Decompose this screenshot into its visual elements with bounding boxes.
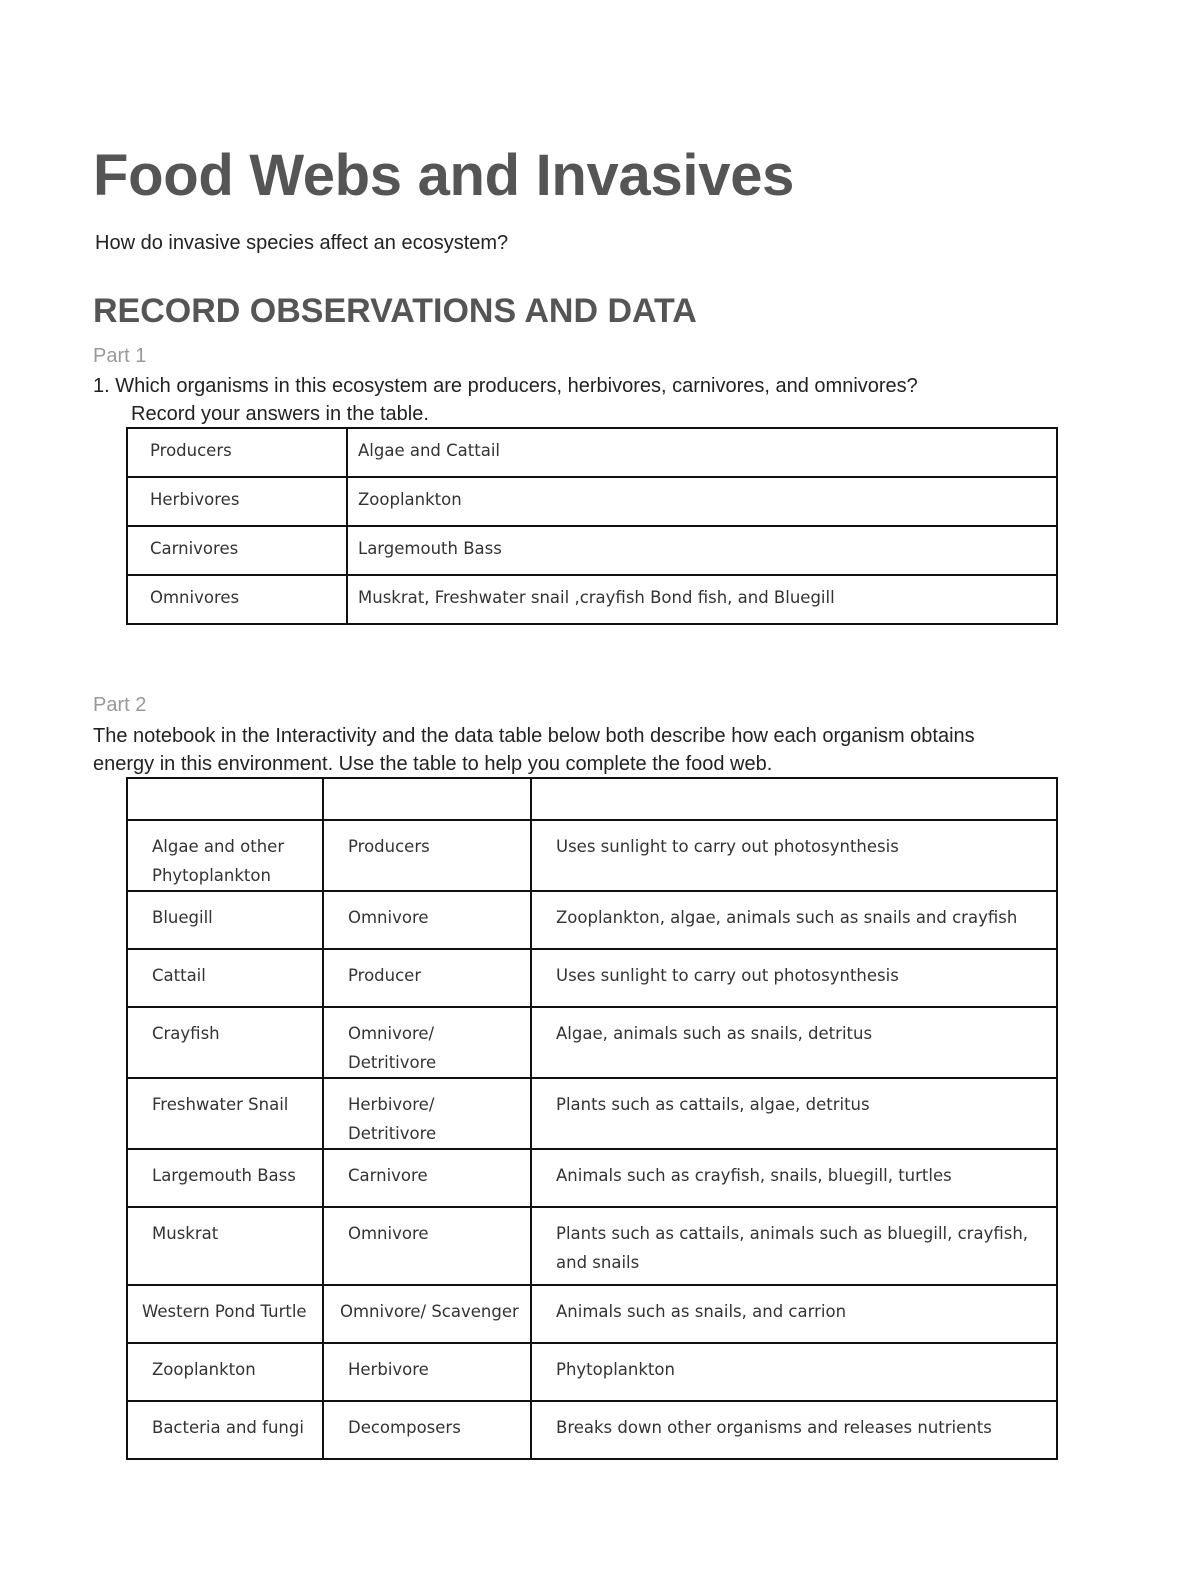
category-text: Omnivores [150,588,240,607]
role-cell [323,1343,531,1401]
role-cell [323,1149,531,1207]
food-text: Plants such as cattails, algae, detritus [556,1095,870,1114]
organism-cell [127,820,323,891]
category-cell [127,575,347,624]
food-cell [531,1207,1057,1285]
organism-text: Freshwater Snail [152,1095,289,1114]
part2-instructions: The notebook in the Interactivity and the data table below both describe how each organism obtains energy in this environment. Use the table to help you complete the food web. [93,725,975,775]
role-cell [323,1207,531,1285]
food-cell [531,1401,1057,1459]
organism-text: Largemouth Bass [152,1166,296,1185]
category-cell [127,526,347,575]
food-text: Uses sunlight to carry out photosynthesis [556,837,899,856]
food-cell [531,1078,1057,1149]
organism-text: Algae and other Phytoplankton [152,837,285,885]
role-cell [323,1007,531,1078]
table-row [127,1149,1057,1207]
food-cell [531,1285,1057,1343]
question-line-1: 1. Which organisms in this ecosystem are producers, herbivores, carnivores, and omnivores? [93,375,918,397]
role-cell [323,1285,531,1343]
table-row [127,820,1057,891]
category-cell [127,428,347,477]
question-line-2: Record your answers in the table. [131,403,429,425]
role-text: Omnivore/ Detritivore [348,1024,437,1072]
role-cell [323,1401,531,1459]
food-text: Uses sunlight to carry out photosynthesis [556,966,899,985]
organism-cell [127,1149,323,1207]
table-row [127,949,1057,1007]
role-text: Herbivore/ Detritivore [348,1095,437,1143]
organism-text: Zooplankton [152,1360,256,1379]
organism-text: Crayfish [152,1024,220,1043]
food-cell [531,1149,1057,1207]
category-cell [127,477,347,526]
classification-table [126,427,1058,625]
food-text: Zooplankton, algae, animals such as snails and crayfish [556,908,1018,927]
food-text: Phytoplankton [556,1360,675,1379]
table-row [127,575,1057,624]
role-cell [323,891,531,949]
role-text: Producers [348,837,430,856]
role-cell [323,820,531,891]
answer-text: Algae and Cattail [358,441,500,460]
food-text: Plants such as cattails, animals such as bluegill, crayfish, and snails [556,1224,1029,1272]
role-text: Herbivore [348,1360,429,1379]
category-text: Herbivores [150,490,240,509]
role-text: Producer [348,966,422,985]
answer-cell[interactable] [347,575,1057,624]
role-text: Omnivore [348,1224,429,1243]
table-row [127,1207,1057,1285]
answer-text: Muskrat, Freshwater snail ,crayfish Bond fish, and Bluegill [358,588,835,607]
table-row [127,526,1057,575]
food-cell [531,820,1057,891]
answer-text: Zooplankton [358,490,462,509]
header-cell [531,778,1057,820]
table-row [127,1401,1057,1459]
table-row [127,891,1057,949]
food-text: Animals such as snails, and carrion [556,1302,847,1321]
organism-cell [127,1078,323,1149]
table-row [127,1007,1057,1078]
organism-cell [127,1207,323,1285]
organism-text: Western Pond Turtle [142,1302,307,1321]
subtitle: How do invasive species affect an ecosystem? [95,232,509,254]
organism-text: Bluegill [152,908,213,927]
organism-text: Cattail [152,966,206,985]
header-cell [127,778,323,820]
header-cell [323,778,531,820]
answer-cell[interactable] [347,526,1057,575]
section-heading: RECORD OBSERVATIONS AND DATA [93,292,697,330]
table-row [127,1078,1057,1149]
organism-cell [127,1401,323,1459]
part1-question [93,372,918,428]
category-text: Carnivores [150,539,239,558]
food-cell [531,1343,1057,1401]
food-cell [531,1007,1057,1078]
role-text: Carnivore [348,1166,428,1185]
table-row [127,428,1057,477]
role-cell [323,1078,531,1149]
role-text: Omnivore/ Scavenger [340,1302,519,1321]
organism-cell [127,1343,323,1401]
food-cell [531,949,1057,1007]
food-cell [531,891,1057,949]
category-text: Producers [150,441,232,460]
table-row [127,1343,1057,1401]
table-row [127,477,1057,526]
part2-label: Part 2 [93,694,147,716]
role-text: Omnivore [348,908,429,927]
answer-text: Largemouth Bass [358,539,502,558]
table-row [127,1285,1057,1343]
table-header-row [127,778,1057,820]
answer-cell[interactable] [347,477,1057,526]
role-cell [323,949,531,1007]
organism-text: Bacteria and fungi [152,1418,304,1437]
food-text: Algae, animals such as snails, detritus [556,1024,873,1043]
organism-energy-table [126,777,1058,1460]
part1-label: Part 1 [93,345,147,367]
organism-cell [127,891,323,949]
organism-cell [127,949,323,1007]
page-title: Food Webs and Invasives [93,143,795,208]
role-text: Decomposers [348,1418,461,1437]
food-text: Animals such as crayfish, snails, bluegill, turtles [556,1166,952,1185]
organism-cell [127,1285,323,1343]
food-text: Breaks down other organisms and releases nutrients [556,1418,992,1437]
organism-cell [127,1007,323,1078]
answer-cell[interactable] [347,428,1057,477]
organism-text: Muskrat [152,1224,219,1243]
